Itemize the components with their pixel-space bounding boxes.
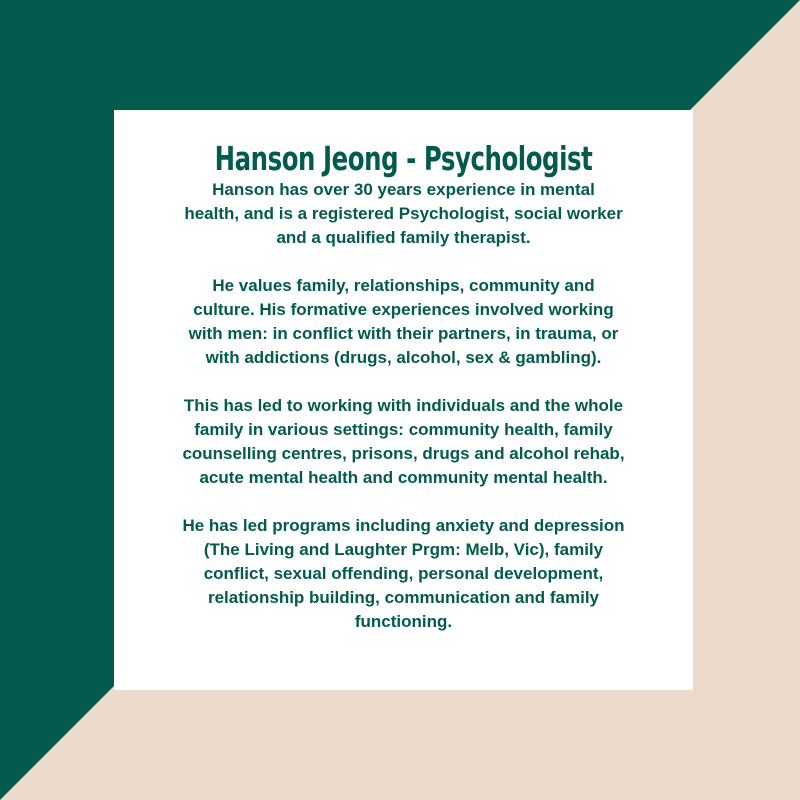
bio-line: functioning.	[354, 612, 453, 631]
bio-paragraph	[140, 274, 667, 370]
bio-line: with addictions (drugs, alcohol, sex & gambling).	[205, 348, 602, 367]
bio-line: counselling centres, prisons, drugs and alcohol rehab,	[182, 444, 625, 463]
bio-card	[114, 110, 693, 690]
bio-line: Hanson has over 30 years experience in mental	[212, 180, 595, 199]
bio-line: He values family, relationships, community and	[212, 276, 595, 295]
bio-line: conflict, sexual offending, personal development,	[203, 564, 604, 583]
bio-line: This has led to working with individuals and the whole	[183, 396, 624, 415]
bio-line: with men: in conflict with their partners, in trauma, or	[188, 324, 619, 343]
bio-paragraph	[140, 178, 667, 250]
page-title: Hanson Jeong - Psychologist	[214, 139, 593, 178]
bio-line: (The Living and Laughter Prgm: Melb, Vic), family	[203, 540, 604, 559]
bio-line: He has led programs including anxiety and depression	[182, 516, 625, 535]
bio-line: family in various settings: community health, family	[194, 420, 613, 439]
bio-line: relationship building, communication and family	[207, 588, 600, 607]
bio-line: health, and is a registered Psychologist, social worker	[184, 204, 623, 223]
bio-paragraph	[140, 394, 667, 490]
bio-line: culture. His formative experiences involved working	[193, 300, 614, 319]
bio-paragraph	[140, 514, 667, 634]
bio-line: acute mental health and community mental health.	[199, 468, 608, 487]
bio-line: and a qualified family therapist.	[276, 228, 531, 247]
